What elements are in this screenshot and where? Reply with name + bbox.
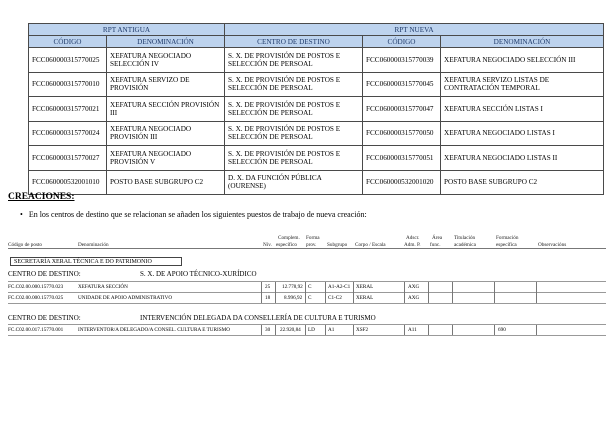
- hdr-complem: Complem.: [278, 235, 300, 241]
- row-forma: C: [308, 284, 312, 290]
- cell: FCC060000315770039: [363, 48, 441, 73]
- cell: S. X. DE PROVISIÓN DE POSTOS E SELECCIÓN DE PERSOAL: [225, 48, 363, 73]
- cell: XEFATURA NEGOCIADO LISTAS II: [441, 146, 604, 171]
- hdr-especifico: específico: [276, 242, 298, 248]
- table-row: [29, 72, 604, 97]
- cell: XEFATURA NEGOCIADO SELECCIÓN IV: [107, 48, 225, 73]
- cell: XEFATURA SERVIZO DE PROVISIÓN: [107, 72, 225, 97]
- row-adscr: AXG: [408, 284, 420, 290]
- row-forma: LD: [308, 327, 315, 333]
- row-subgrupo: A1-A2-C1: [328, 284, 351, 290]
- cell: FCC060000315770047: [363, 97, 441, 122]
- cell: S. X. DE PROVISIÓN DE POSTOS E SELECCIÓN DE PERSOAL: [225, 121, 363, 146]
- row-denom: INTERVENTOR/A DELEGADO/A CONSEL. CULTURA E TURISMO: [78, 327, 230, 333]
- divider: [8, 335, 606, 336]
- divider: [404, 325, 405, 335]
- divider: [275, 325, 276, 335]
- row-complem: 12.778,92: [282, 284, 303, 290]
- divider: [536, 282, 537, 303]
- divider: [275, 282, 276, 303]
- cell: FCC060000315770025: [29, 48, 107, 73]
- row-subgrupo: C1-C2: [328, 295, 342, 301]
- cell: S. X. DE PROVISIÓN DE POSTOS E SELECCIÓN DE PERSOAL: [225, 97, 363, 122]
- row-denom: UNIDADE DE APOIO ADMINISTRATIVO: [78, 295, 173, 301]
- row-corpo: XSF2: [356, 327, 369, 333]
- hdr-adm: Adm. P.: [404, 242, 421, 248]
- row-corpo: XERAL: [356, 284, 374, 290]
- row-nivel: 25: [265, 284, 271, 290]
- divider: [305, 325, 306, 335]
- hdr-titulacion: Titulación: [454, 235, 476, 241]
- divider: [8, 292, 606, 293]
- hdr-academica: académica: [454, 242, 476, 248]
- row-complem: 8.996,92: [284, 295, 303, 301]
- divider: [494, 325, 495, 335]
- cell: FCC060000315770010: [29, 72, 107, 97]
- centro-label: CENTRO DE DESTINO:: [8, 314, 81, 322]
- divider: [494, 282, 495, 303]
- col-header: CÓDIGO: [29, 36, 107, 48]
- hdr-forma: Forma: [306, 235, 320, 241]
- cell: S. X. DE PROVISIÓN DE POSTOS E SELECCIÓN DE PERSOAL: [225, 146, 363, 171]
- cell: XEFATURA NEGOCIADO LISTAS I: [441, 121, 604, 146]
- row-nivel: 30: [265, 327, 271, 333]
- cell: XEFATURA NEGOCIADO PROVISIÓN III: [107, 121, 225, 146]
- table-row: [29, 146, 604, 171]
- divider: [261, 282, 262, 303]
- hdr-corpo: Corpo / Escala: [355, 242, 386, 248]
- creaciones-heading: CREACIONES:: [8, 192, 75, 202]
- hdr-especifica: específica: [496, 242, 517, 248]
- divider: [261, 325, 262, 335]
- divider: [452, 282, 453, 303]
- hdr-nivel: Nív.: [263, 242, 272, 248]
- row-complem: 22.920,84: [280, 327, 301, 333]
- hdr-observaciones: Observacións: [538, 242, 567, 248]
- bullet-text: En los centros de destino que se relacionan se añaden los siguientes puestos de trabajo de nueva creación:: [28, 210, 367, 219]
- bullet-icon: •: [20, 210, 23, 219]
- hdr-area: Área: [432, 235, 443, 241]
- cell: FCC060000315770051: [363, 146, 441, 171]
- col-header: DENOMINACIÓN: [441, 36, 604, 48]
- cell: POSTO BASE SUBGRUPO C2: [441, 170, 604, 195]
- cell: FCC060000315770024: [29, 121, 107, 146]
- table-row: [29, 48, 604, 73]
- divider: [353, 325, 354, 335]
- rpt-antigua-header: RPT ANTIGUA: [29, 24, 225, 36]
- cell: FCC060000315770045: [363, 72, 441, 97]
- hdr-denominacion: Denominación: [78, 242, 109, 248]
- rpt-nueva-header: RPT NUEVA: [225, 24, 604, 36]
- cell: XEFATURA NEGOCIADO SELECCIÓN III: [441, 48, 604, 73]
- section-box: SECRETARÍA XERAL TÉCNICA E DO PATRIMONIO: [10, 257, 182, 266]
- row-formacion: 690: [498, 327, 506, 333]
- divider: [8, 248, 606, 249]
- cell: FCC060000315770050: [363, 121, 441, 146]
- row-adscr: A11: [408, 327, 417, 333]
- cell: XEFATURA NEGOCIADO PROVISIÓN V: [107, 146, 225, 171]
- rpt-table: [28, 23, 604, 195]
- row-adscr: AXG: [408, 295, 420, 301]
- cell: XEFATURA SECCIÓN LISTAS I: [441, 97, 604, 122]
- table-row: [29, 121, 604, 146]
- cell: XEFATURA SERVIZO LISTAS DE CONTRATACIÓN TEMPORAL: [441, 72, 604, 97]
- divider: [305, 282, 306, 303]
- divider: [404, 282, 405, 303]
- centro-name: INTERVENCIÓN DELEGADA DA CONSELLERÍA DE CULTURA E TURISMO: [140, 314, 376, 322]
- hdr-func: func.: [430, 242, 441, 248]
- row-codigo: FC.C02.00.000.15770.023: [8, 284, 64, 290]
- divider: [536, 325, 537, 335]
- divider: [325, 325, 326, 335]
- divider: [8, 303, 606, 304]
- centro-name: S. X. DE APOIO TÉCNICO-XURÍDICO: [140, 270, 257, 278]
- row-nivel: 18: [265, 295, 271, 301]
- row-codigo: FC.C02.00.017.15770.001: [8, 327, 64, 333]
- cell: POSTO BASE SUBGRUPO C2: [107, 170, 225, 195]
- hdr-adscr: Adscr.: [406, 235, 420, 241]
- row-subgrupo: A1: [328, 327, 335, 333]
- divider: [8, 324, 606, 325]
- bullet-item: [20, 210, 367, 219]
- col-header: CÓDIGO: [363, 36, 441, 48]
- hdr-subgrupo: Subgrupo: [327, 242, 348, 248]
- divider: [353, 282, 354, 303]
- hdr-formacion: Formación: [496, 235, 519, 241]
- cell: D. X. DA FUNCIÓN PÚBLICA (OURENSE): [225, 170, 363, 195]
- divider: [325, 282, 326, 303]
- row-corpo: XERAL: [356, 295, 374, 301]
- col-header: DENOMINACIÓN: [107, 36, 225, 48]
- cell: XEFATURA SECCIÓN PROVISIÓN III: [107, 97, 225, 122]
- divider: [428, 325, 429, 335]
- cell: S. X. DE PROVISIÓN DE POSTOS E SELECCIÓN DE PERSOAL: [225, 72, 363, 97]
- divider: [428, 282, 429, 303]
- col-header: CENTRO DE DESTINO: [225, 36, 363, 48]
- row-forma: C: [308, 295, 312, 301]
- table-row: [29, 97, 604, 122]
- divider: [452, 325, 453, 335]
- cell: FCC060000532001020: [363, 170, 441, 195]
- cell: FCC060000532001010: [29, 170, 107, 195]
- row-denom: XEFATURA SECCIÓN: [78, 284, 128, 290]
- cell: FCC060000315770027: [29, 146, 107, 171]
- hdr-codigo: Código de posto: [8, 242, 43, 248]
- row-codigo: FC.C02.00.000.15770.025: [8, 295, 64, 301]
- divider: [8, 281, 606, 282]
- cell: FCC060000315770021: [29, 97, 107, 122]
- centro-label: CENTRO DE DESTINO:: [8, 270, 81, 278]
- hdr-prov: prov.: [306, 242, 317, 248]
- table-row: [29, 170, 604, 195]
